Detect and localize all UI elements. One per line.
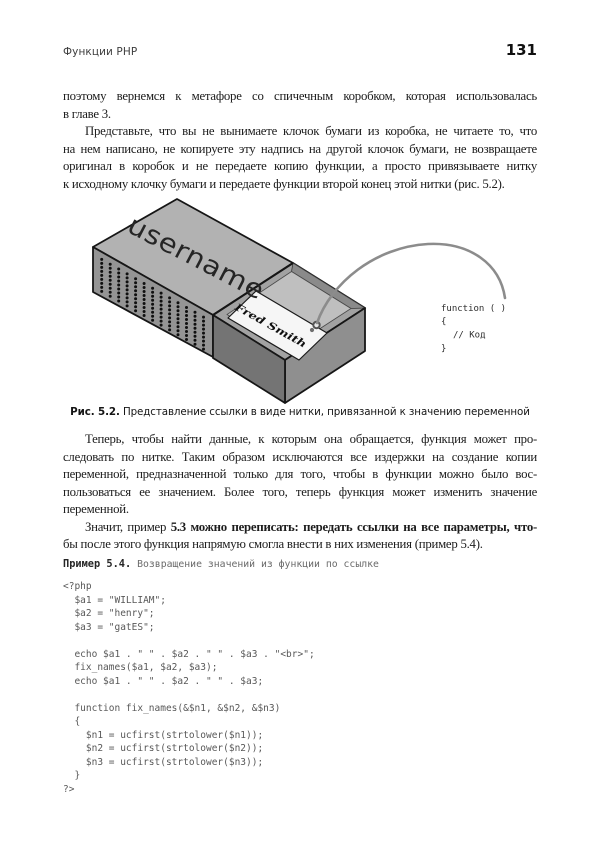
text-line [63,141,537,159]
paragraph [63,123,537,193]
code-line: $a2 = "henry"; [63,608,155,619]
striker-dot [177,317,180,320]
code-line: } [63,770,81,781]
code-line [63,688,537,702]
striker-dot [177,313,180,316]
striker-dot [185,322,188,325]
striker-dot [109,279,112,282]
striker-dot [194,311,197,314]
example-heading [63,558,379,570]
striker-dot [185,310,188,313]
striker-dot [185,338,188,341]
striker-dot [100,258,103,261]
text-segment: пользоваться ее значением. Более того, теперь функция может изменить значение [63,484,537,499]
striker-dot [168,312,171,315]
paragraph [63,88,537,123]
striker-dot [109,291,112,294]
striker-dot [109,295,112,298]
striker-dot [117,276,120,279]
striker-dot [143,310,146,313]
text-line [63,466,537,484]
striker-dot [177,325,180,328]
striker-dot [126,292,129,295]
striker-dot [194,339,197,342]
text-segment: следовать по нитке. Таким образом исключаются все издержки на создание копии [63,449,537,464]
striker-dot [100,278,103,281]
striker-dot [160,296,163,299]
body-text-bottom [63,431,537,554]
striker-dot [177,309,180,312]
striker-dot [134,277,137,280]
body-text-top [63,88,537,193]
striker-dot [117,280,120,283]
striker-dot [160,316,163,319]
striker-dot [117,288,120,291]
running-title: Функции PHP [63,46,138,58]
figure-code-line: } [441,344,447,354]
striker-dot [100,286,103,289]
striker-dot [126,276,129,279]
striker-dot [143,314,146,317]
text-line [63,176,537,194]
striker-dot [177,305,180,308]
figure-function-code [441,304,506,354]
striker-dot [100,262,103,265]
striker-dot [151,287,154,290]
note-label-text: Fred Smith [232,302,293,343]
striker-dot [185,318,188,321]
striker-dot [168,328,171,331]
striker-dot [160,312,163,315]
striker-dot [185,326,188,329]
striker-dot [177,301,180,304]
striker-dot [126,304,129,307]
striker-dot [202,348,205,351]
striker-dot [151,299,154,302]
striker-dot [185,334,188,337]
striker-dot [160,292,163,295]
striker-dot [151,315,154,318]
text-line [63,88,537,106]
code-line: $n1 = ucfirst(strtolower($n1)); [63,729,264,741]
text-segment: оригинал в коробок и не передаете копию функции, а просто привязываете нитку [63,159,537,173]
striker-dot [100,270,103,273]
text-segment: переменной. [63,502,129,516]
striker-dot [185,314,188,317]
code-line: $n2 = ucfirst(strtolower($n2)); [63,743,264,754]
striker-dot [160,320,163,323]
striker-dot [151,303,154,306]
striker-dot [160,300,163,303]
striker-dot [177,329,180,332]
striker-dot [202,336,205,339]
striker-dot [109,263,112,266]
striker-dot [117,296,120,299]
striker-dot [126,288,129,291]
figure-code-line: function ( ) [441,304,507,314]
striker-dot [126,300,129,303]
code-line: $a1 = "WILLIAM"; [63,594,166,606]
text-segment: бы после этого функция напрямую смогла внести в них изменения (пример 5.4). [63,537,483,551]
text-line [63,484,537,502]
striker-dot [202,340,205,343]
figure-caption [63,406,537,418]
text-line [63,536,537,554]
striker-dot [151,311,154,314]
striker-dot [194,335,197,338]
figure-code-line: // Код [453,330,486,341]
box-label-text: username [122,210,256,300]
striker-dot [168,320,171,323]
code-listing [63,580,537,796]
text-segment: в главе 3. [63,106,111,121]
page-header [63,0,537,70]
code-line: fix_names($a1, $a2, $a3); [63,662,218,673]
paragraph [63,519,537,554]
text-line [63,519,537,537]
striker-dot [134,281,137,284]
text-segment: к исходному клочку бумаги и передаете функции второй конец этой нитки (рис. 5.2). [63,176,505,191]
text-segment: переменной, предназначенной только для того, чтобы в функции можно было вос- [63,467,537,481]
striker-dot [143,302,146,305]
striker-dot [134,285,137,288]
striker-dot [168,308,171,311]
striker-dot [168,300,171,303]
text-segment: поэтому вернемся к метафоре со спичечным коробком, которая использовалась [63,89,537,103]
striker-dot [100,282,103,285]
striker-dot [194,323,197,326]
bold-text-segment: 5.3 можно переписать: передать ссылки на все параметры, что- [170,519,537,534]
example-label: Пример 5.4. [63,558,132,570]
striker-dot [202,344,205,347]
striker-dot [117,300,120,303]
striker-dot [109,275,112,278]
code-line: $a3 = "gatES"; [63,621,155,633]
striker-dot [202,332,205,335]
figure-caption-label: Рис. 5.2. [70,406,120,418]
striker-dot [151,307,154,310]
striker-dot [160,304,163,307]
code-line: echo $a1 . " " . $a2 . " " . $a3; [63,675,264,687]
striker-dot [151,291,154,294]
code-line: echo $a1 . " " . $a2 . " " . $a3 . "<br>"; [63,648,315,660]
code-line: function fix_names(&$n1, &$n2, &$n3) [63,702,281,714]
string-knot [310,328,314,332]
striker-dot [143,290,146,293]
striker-dot [151,319,154,322]
code-line: $n3 = ucfirst(strtolower($n3)); [63,756,264,768]
striker-dot [168,296,171,299]
example-title: Возвращение значений из функции по ссылке [131,559,379,570]
striker-dot [109,267,112,270]
text-line [63,158,537,176]
striker-dot [185,330,188,333]
code-line [63,634,537,648]
striker-dot [100,266,103,269]
striker-dot [117,292,120,295]
striker-dot [134,305,137,308]
striker-dot [109,271,112,274]
code-line: { [63,716,81,727]
striker-dot [109,283,112,286]
striker-dot [143,306,146,309]
striker-dot [134,301,137,304]
code-line: ?> [63,783,75,795]
striker-dot [143,282,146,285]
text-segment: на нем написано, не копируете эту надпись на другой клочок бумаги, не возвращаете [63,141,537,156]
striker-dot [117,272,120,275]
striker-dot [117,268,120,271]
striker-dot [143,286,146,289]
striker-dot [134,297,137,300]
figure-5-2-illustration [70,195,530,410]
striker-dot [160,308,163,311]
page-number: 131 [505,41,537,59]
striker-dot [126,284,129,287]
striker-dot [194,343,197,346]
striker-dot [168,316,171,319]
text-segment: Теперь, чтобы найти данные, к которым она обращается, функция может про- [85,432,537,446]
text-segment: Значит, пример [85,519,171,534]
striker-dot [143,294,146,297]
striker-dot [117,284,120,287]
striker-dot [177,333,180,336]
code-line: <?php [63,581,92,592]
striker-dot [177,321,180,324]
striker-dot [194,315,197,318]
text-segment: Представьте, что вы не вынимаете клочок бумаги из коробка, не читаете то, что [85,124,537,138]
striker-dot [194,331,197,334]
text-line [63,123,537,141]
striker-dot [168,304,171,307]
striker-dot [194,327,197,330]
striker-dot [143,298,146,301]
striker-dot [185,306,188,309]
striker-dot [202,324,205,327]
figure-code-line: { [441,317,447,327]
paragraph [63,431,537,519]
text-line [63,449,537,467]
striker-dot [134,309,137,312]
striker-dot [151,295,154,298]
text-line [63,431,537,449]
text-line [63,501,537,519]
striker-dot [194,319,197,322]
striker-dot [126,272,129,275]
striker-dot [100,274,103,277]
striker-dot [100,290,103,293]
striker-dot [126,296,129,299]
striker-dot [134,293,137,296]
figure-caption-text: Представление ссылки в виде нитки, привязанной к значению переменной [119,406,530,418]
text-line [63,106,537,124]
striker-dot [126,280,129,283]
striker-dot [168,324,171,327]
striker-dot [202,320,205,323]
striker-dot [134,289,137,292]
striker-dot [160,324,163,327]
striker-dot [109,287,112,290]
striker-dot [202,328,205,331]
striker-dot [202,316,205,319]
